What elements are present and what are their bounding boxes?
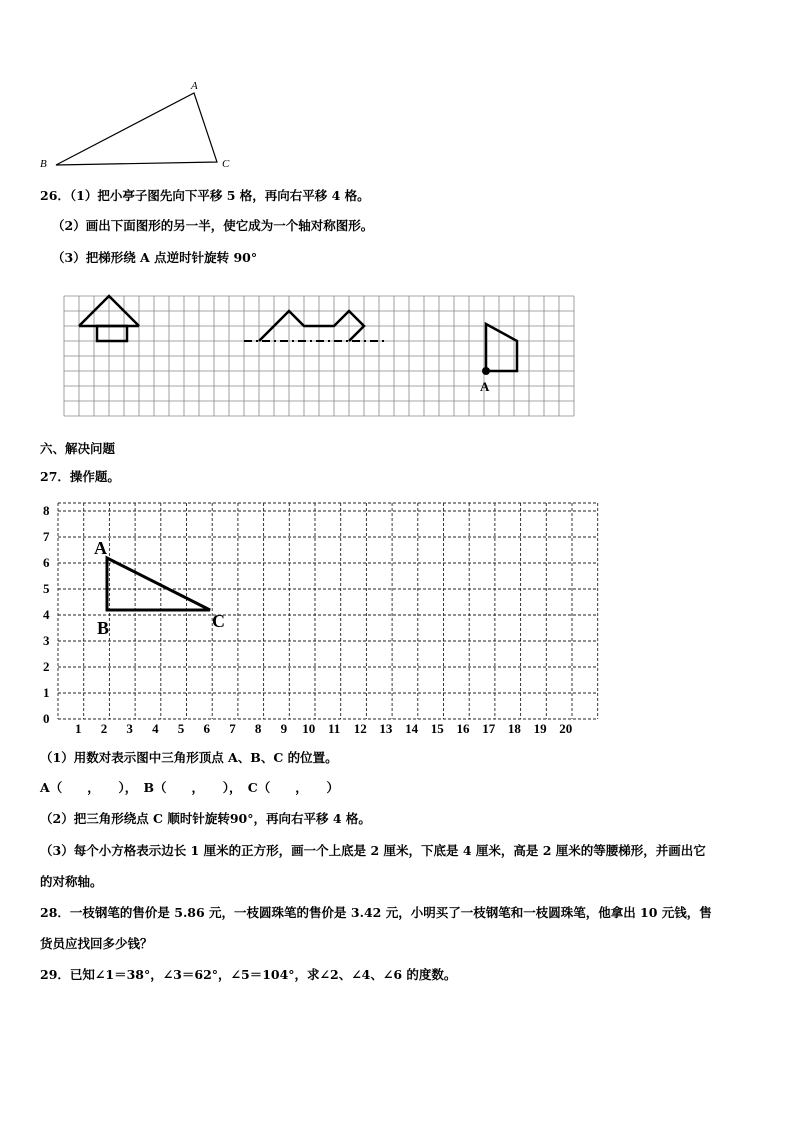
triangle-label-a: A (191, 80, 198, 92)
x-tick-label: 1 (75, 721, 82, 736)
q26-line1: 26．（1）把小亭子图先向下平移 5 格，再向右平移 4 格。 (40, 188, 370, 203)
x-tick-label: 19 (533, 721, 547, 736)
q27-sub2: （2）把三角形绕点 C 顺时针旋转90°，再向右平移 4 格。 (40, 811, 371, 826)
x-tick-label: 8 (254, 721, 262, 736)
section-heading: 六、解决问题 (40, 441, 116, 456)
q26-line3: （3）把梯形绕 A 点逆时针旋转 90° (52, 250, 258, 265)
x-tick-label: 3 (126, 721, 133, 736)
y-tick-label: 1 (43, 685, 50, 700)
y-tick-label: 2 (43, 659, 50, 674)
triangle-abc (107, 558, 210, 610)
y-tick-label: 6 (43, 555, 50, 570)
x-tick-label: 11 (328, 721, 341, 736)
x-tick-label: 5 (177, 721, 185, 736)
vertex-label-c: C (212, 611, 225, 631)
triangle-label-b: B (40, 158, 47, 170)
x-tick-label: 12 (353, 721, 367, 736)
q27-sub1: （1）用数对表示图中三角形顶点 A、B、C 的位置。 (40, 750, 338, 765)
q27-sub3-line1: （3）每个小方格表示边长 1 厘米的正方形，画一个上底是 2 厘米，下底是 4 厘米，高是 2 厘米的等腰梯形，并画出它 (40, 843, 706, 858)
x-tick-label: 20 (559, 721, 573, 736)
q26-grid-figure (60, 290, 584, 420)
triangle-label-c: C (222, 158, 230, 170)
x-tick-label: 16 (456, 721, 470, 736)
q29-line1: 29．已知∠1＝38°，∠3＝62°，∠5＝104°，求∠2、∠4、∠6 的度数。 (40, 967, 457, 982)
triangle-figure (30, 78, 250, 173)
q26-line2: （2）画出下面图形的另一半，使它成为一个轴对称图形。 (52, 218, 374, 233)
vertex-label-a: A (94, 538, 107, 558)
x-tick-label: 10 (302, 721, 316, 736)
x-tick-label: 2 (100, 721, 108, 736)
x-tick-label: 17 (482, 721, 496, 736)
y-tick-label: 8 (43, 503, 50, 518)
y-tick-label: 3 (43, 633, 50, 648)
x-tick-label: 18 (507, 721, 521, 736)
q27-sub3-line2: 的对称轴。 (40, 874, 103, 889)
q27-title: 27．操作题。 (40, 469, 120, 484)
x-tick-label: 15 (430, 721, 444, 736)
x-tick-label: 6 (203, 721, 210, 736)
trapezoid-shape (486, 324, 517, 371)
x-tick-label: 4 (152, 721, 159, 736)
x-tick-label: 7 (229, 721, 236, 736)
x-tick-label: 9 (280, 721, 288, 736)
q27-coordinate-grid (30, 497, 620, 737)
q28-line1: 28．一枝钢笔的售价是 5.86 元，一枝圆珠笔的售价是 3.42 元，小明买了一枝钢笔和一枝圆珠笔，他拿出 10 元钱，售 (40, 905, 712, 920)
y-tick-label: 0 (43, 711, 50, 726)
y-tick-label: 5 (43, 581, 50, 596)
q27-answer-line: A（ ， ）， B（ ， ）， C（ ， ） (40, 780, 339, 795)
q28-line2: 货员应找回多少钱？ (40, 936, 153, 951)
point-a-dot (482, 367, 490, 375)
x-tick-label: 13 (379, 721, 393, 736)
grid-label-a: A (480, 379, 490, 394)
vertex-label-b: B (97, 618, 110, 638)
x-tick-label: 14 (405, 721, 419, 736)
y-tick-label: 4 (43, 607, 50, 622)
y-tick-label: 7 (43, 529, 50, 544)
